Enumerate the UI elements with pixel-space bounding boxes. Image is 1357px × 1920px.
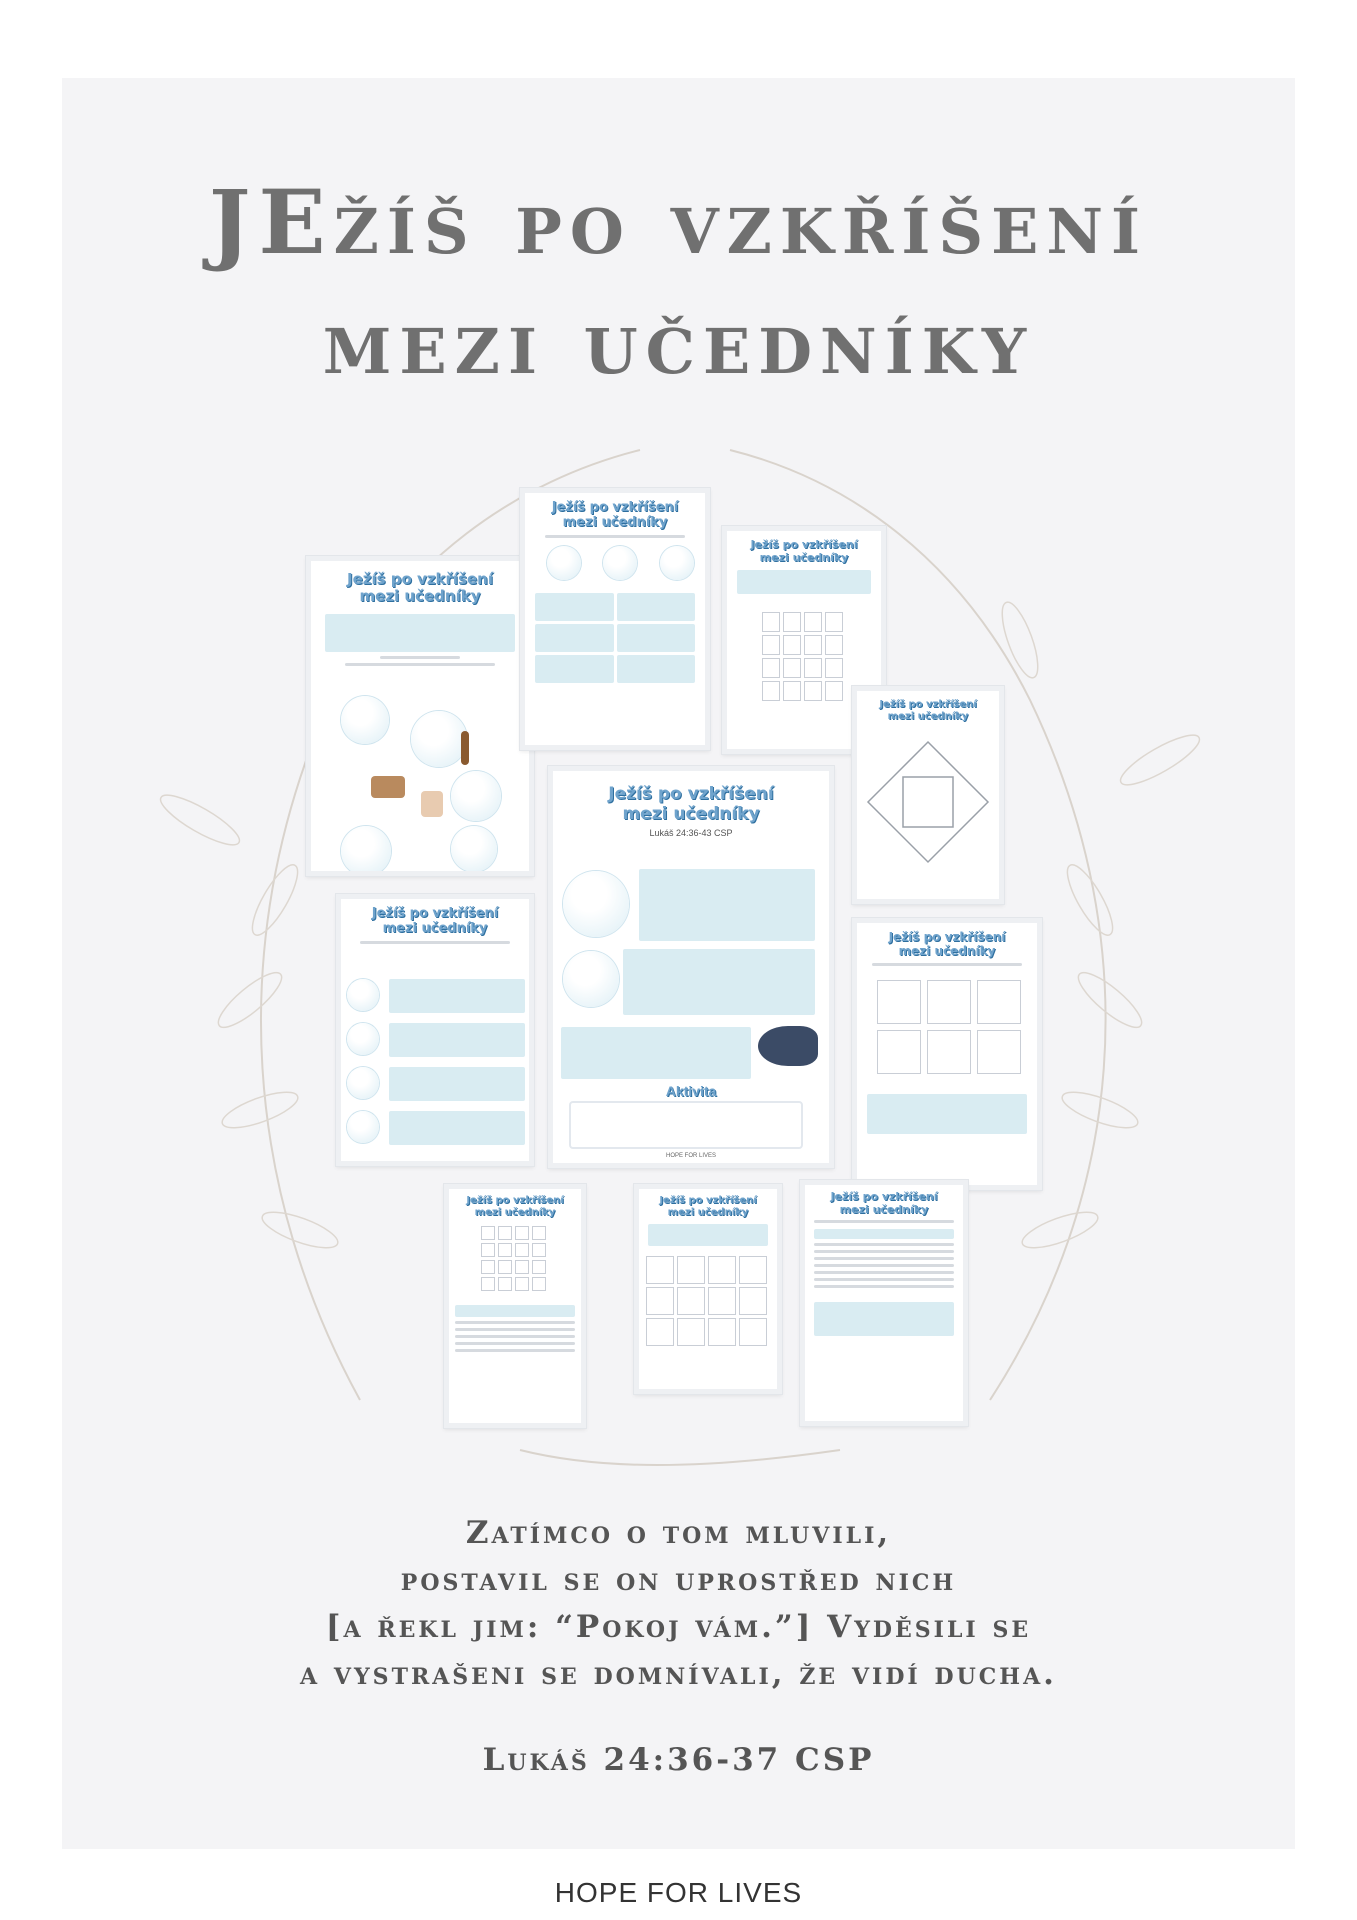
- sheet-footer: HOPE FOR LIVES: [665, 1153, 716, 1159]
- sheet-title-line-2: mezi učedníky: [898, 943, 996, 958]
- worksheet-preview-4: [852, 686, 1004, 904]
- sheet-title-line-2: mezi učedníky: [839, 1202, 929, 1216]
- sheet-title-line-1: Ježíš po vzkříšení: [347, 570, 493, 588]
- verse-line-4: a vystrašeni se domnívali, že vidí ducha.: [300, 1656, 1057, 1692]
- verse-reference: Lukáš 24:36-37 CSP: [482, 1742, 875, 1778]
- sheet-title-line-2: mezi učedníky: [474, 1206, 556, 1218]
- sheet-title-line-2: mezi učedníky: [887, 710, 969, 722]
- verse-line-3: [a řekl jim: “Pokoj vám.”] Vyděsili se: [325, 1609, 1032, 1645]
- sheet-title-line-1: Ježíš po vzkříšení: [830, 1190, 938, 1203]
- worksheet-preview-8: [444, 1184, 586, 1428]
- sheet-title-line-2: mezi učedníky: [667, 1206, 749, 1218]
- sheet-title-line-1: Ježíš po vzkříšení: [551, 500, 679, 515]
- sheet-title-line-2: mezi učedníky: [759, 550, 849, 564]
- worksheet-preview-10: [800, 1180, 968, 1426]
- verse-line-2: postavil se on uprostřed nich: [400, 1562, 957, 1598]
- sheet-title-line-2: mezi učedníky: [359, 587, 481, 606]
- sheet-title-line-2: mezi učedníky: [562, 514, 668, 530]
- sheet-title-line-1: Ježíš po vzkříšení: [466, 1195, 564, 1206]
- sheet-title-line-1: Ježíš po vzkříšení: [371, 906, 499, 921]
- verse-line-1: Zatímco o tom mluvili,: [465, 1515, 892, 1551]
- worksheet-preview-9: [634, 1184, 782, 1394]
- page-title-line-2: mezi učedníky: [322, 290, 1035, 394]
- worksheet-preview-2: [520, 488, 710, 750]
- sheet-title-line-1: Ježíš po vzkříšení: [659, 1195, 757, 1206]
- sheet-title-line-1: Ježíš po vzkříšení: [750, 538, 858, 551]
- page-title-line-1: JEžíš po vzkříšení: [208, 170, 1149, 274]
- worksheet-preview-1: [306, 556, 534, 876]
- worksheet-preview-7: [852, 918, 1042, 1190]
- worksheet-preview-6: [336, 894, 534, 1166]
- worksheet-preview-main: [548, 766, 834, 1168]
- sheet-title-line-2: mezi učedníky: [382, 920, 488, 936]
- sheet-title-line-1: Ježíš po vzkříšení: [608, 784, 774, 804]
- sheet-reference: Lukáš 24:36-43 CSP: [649, 828, 733, 839]
- sheet-title-line-1: Ježíš po vzkříšení: [879, 699, 977, 710]
- sheet-activity-label: Aktivita: [665, 1083, 717, 1099]
- brand-footer: HOPE FOR LIVES: [554, 1877, 803, 1908]
- sheet-title-line-2: mezi učedníky: [622, 803, 760, 824]
- sheet-title-line-1: Ježíš po vzkříšení: [888, 930, 1006, 944]
